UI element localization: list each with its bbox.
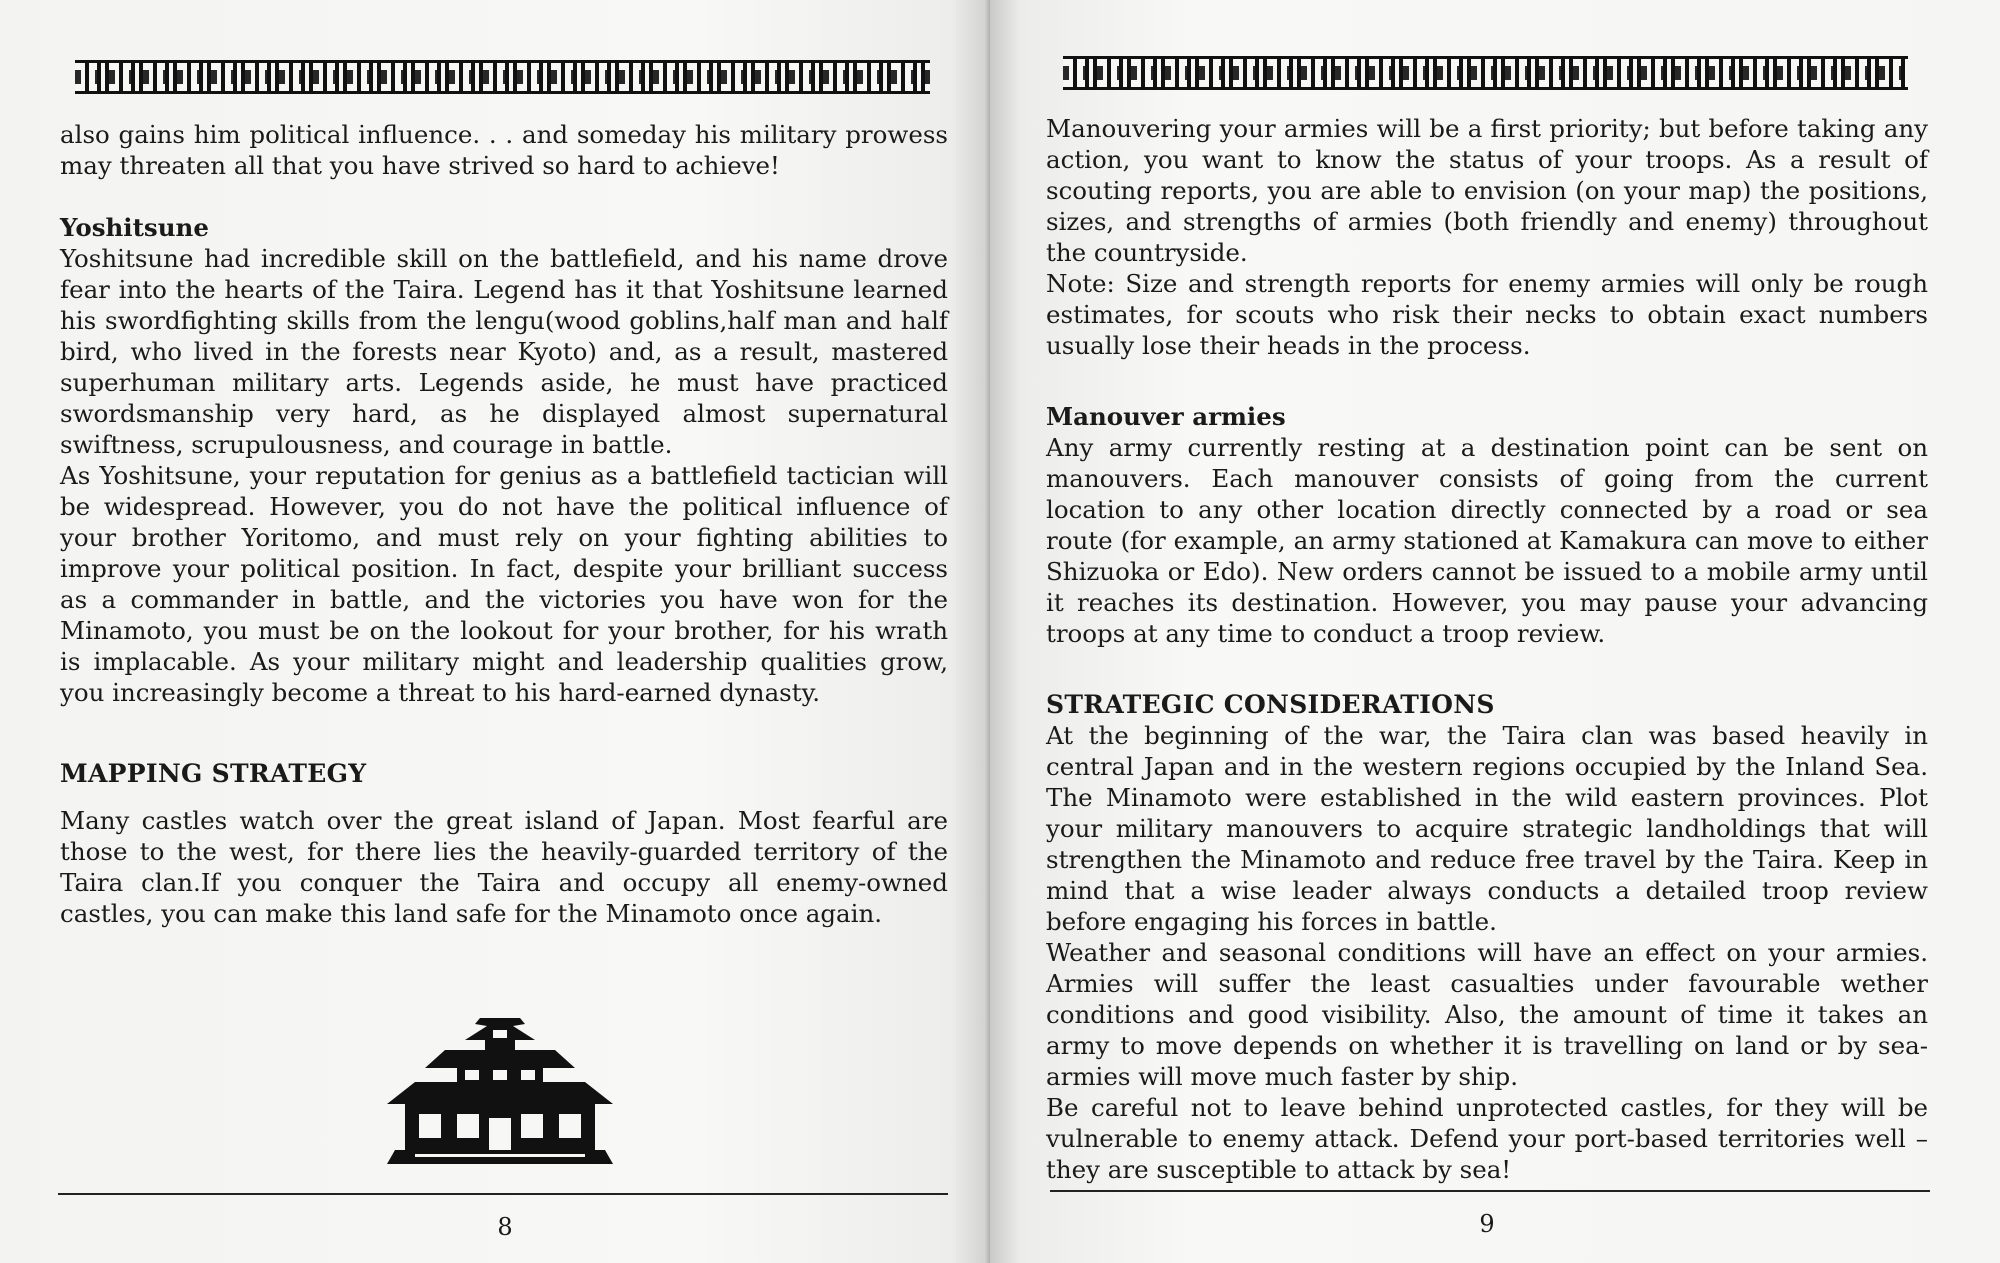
wave-pattern-border-icon-right — [1063, 56, 1908, 90]
page-number-9: 9 — [1479, 1210, 1495, 1238]
left-intro-text: also gains him political influence. . . and someday his military prowess may threaten all that you have strived so hard to achieve! — [60, 120, 948, 180]
strategic-paragraph-1: At the beginning of the war, the Taira clan was based heavily in central Japan and in the western regions occupied by the Inland Sea. The Minamoto were established in the wild eastern provinces. Plot your military manouvers to acquire strategic landholdings that will strengthen the Minamoto and reduce free travel by the Taira. Keep in mind that a wise leader always conducts a detailed troop review before engaging his forces in battle. — [1046, 721, 1928, 936]
left-footer-rule — [58, 1193, 948, 1195]
yoshitsune-paragraph-1: Yoshitsune had incredible skill on the battlefield, and his name drove fear into the hearts of the Taira. Legend has it that Yoshitsune learned his swordfighting skills from the lengu(wood goblins,half man and half bird, who lived in the forests near Kyoto) and, as a result, mastered superhuman military arts. Legends aside, he must have practiced swordsmanship very hard, as he displayed almost supernatural swiftness, scrupulousness, and courage in battle. — [60, 244, 948, 459]
left-page-text — [60, 119, 948, 929]
right-footer-rule — [1050, 1190, 1930, 1192]
strategic-considerations-heading: STRATEGIC CONSIDERATIONS — [1046, 690, 1495, 719]
page-number-8: 8 — [497, 1213, 513, 1241]
right-page — [990, 0, 2000, 1263]
right-intro-paragraph-1: Manouvering your armies will be a first priority; but before taking any action, you want to know the status of your troops. As a result of scouting reports, you are able to envision (on your map) the positions, sizes, and strengths of armies (both friendly and enemy) throughout the countryside. — [1046, 114, 1928, 267]
yoshitsune-paragraph-2: As Yoshitsune, your reputation for genius as a battlefield tactician will be widespread. However, you do not have the political influence of your brother Yoritomo, and must rely on your fighting abilities to improve your political position. In fact, despite your brilliant success as a commander in battle, and the victories you have won for the Minamoto, you must be on the lookout for your brother, for his wrath is implacable. As your military might and leadership qualities grow, you increasingly become a threat to his hard-earned dynasty. — [60, 461, 948, 707]
strategic-paragraph-2: Weather and seasonal conditions will have an effect on your armies. Armies will suffer the least casualties under favourable wether conditions and good visibility. Also, the amount of time it takes an army to move depends on whether it is travelling on land or by sea-armies will move much faster by ship. — [1046, 938, 1928, 1091]
manouver-armies-paragraph: Any army currently resting at a destination point can be sent on manouvers. Each manouver consists of going from the current location to any other location directly connected by a road or sea route (for example, an army stationed at Kamakura can move to either Shizuoka or Edo). New orders cannot be issued to a mobile army until it reaches its destination. However, you may pause your advancing troops at any time to conduct a troop review. — [1046, 433, 1928, 648]
mapping-strategy-paragraph: Many castles watch over the great island of Japan. Most fearful are those to the west, for there lies the heavily-guarded territory of the Taira clan.If you conquer the Taira and occupy all enemy-owned castles, you can make this land safe for the Minamoto once again. — [60, 806, 948, 928]
yoshitsune-heading: Yoshitsune — [60, 213, 209, 242]
mapping-strategy-heading: MAPPING STRATEGY — [60, 759, 367, 788]
strategic-paragraph-3: Be careful not to leave behind unprotected castles, for they will be vulnerable to enemy attack. Defend your port-based territories well – they are susceptible to attack by sea! — [1046, 1093, 1928, 1184]
right-page-text — [1046, 113, 1928, 1185]
manouver-armies-heading: Manouver armies — [1046, 402, 1286, 431]
left-page — [0, 0, 990, 1263]
japanese-castle-icon — [385, 1018, 615, 1164]
right-intro-note: Note: Size and strength reports for enemy armies will only be rough estimates, for scouts who risk their necks to obtain exact numbers usually lose their heads in the process. — [1046, 269, 1928, 360]
wave-pattern-border-icon — [75, 60, 930, 94]
